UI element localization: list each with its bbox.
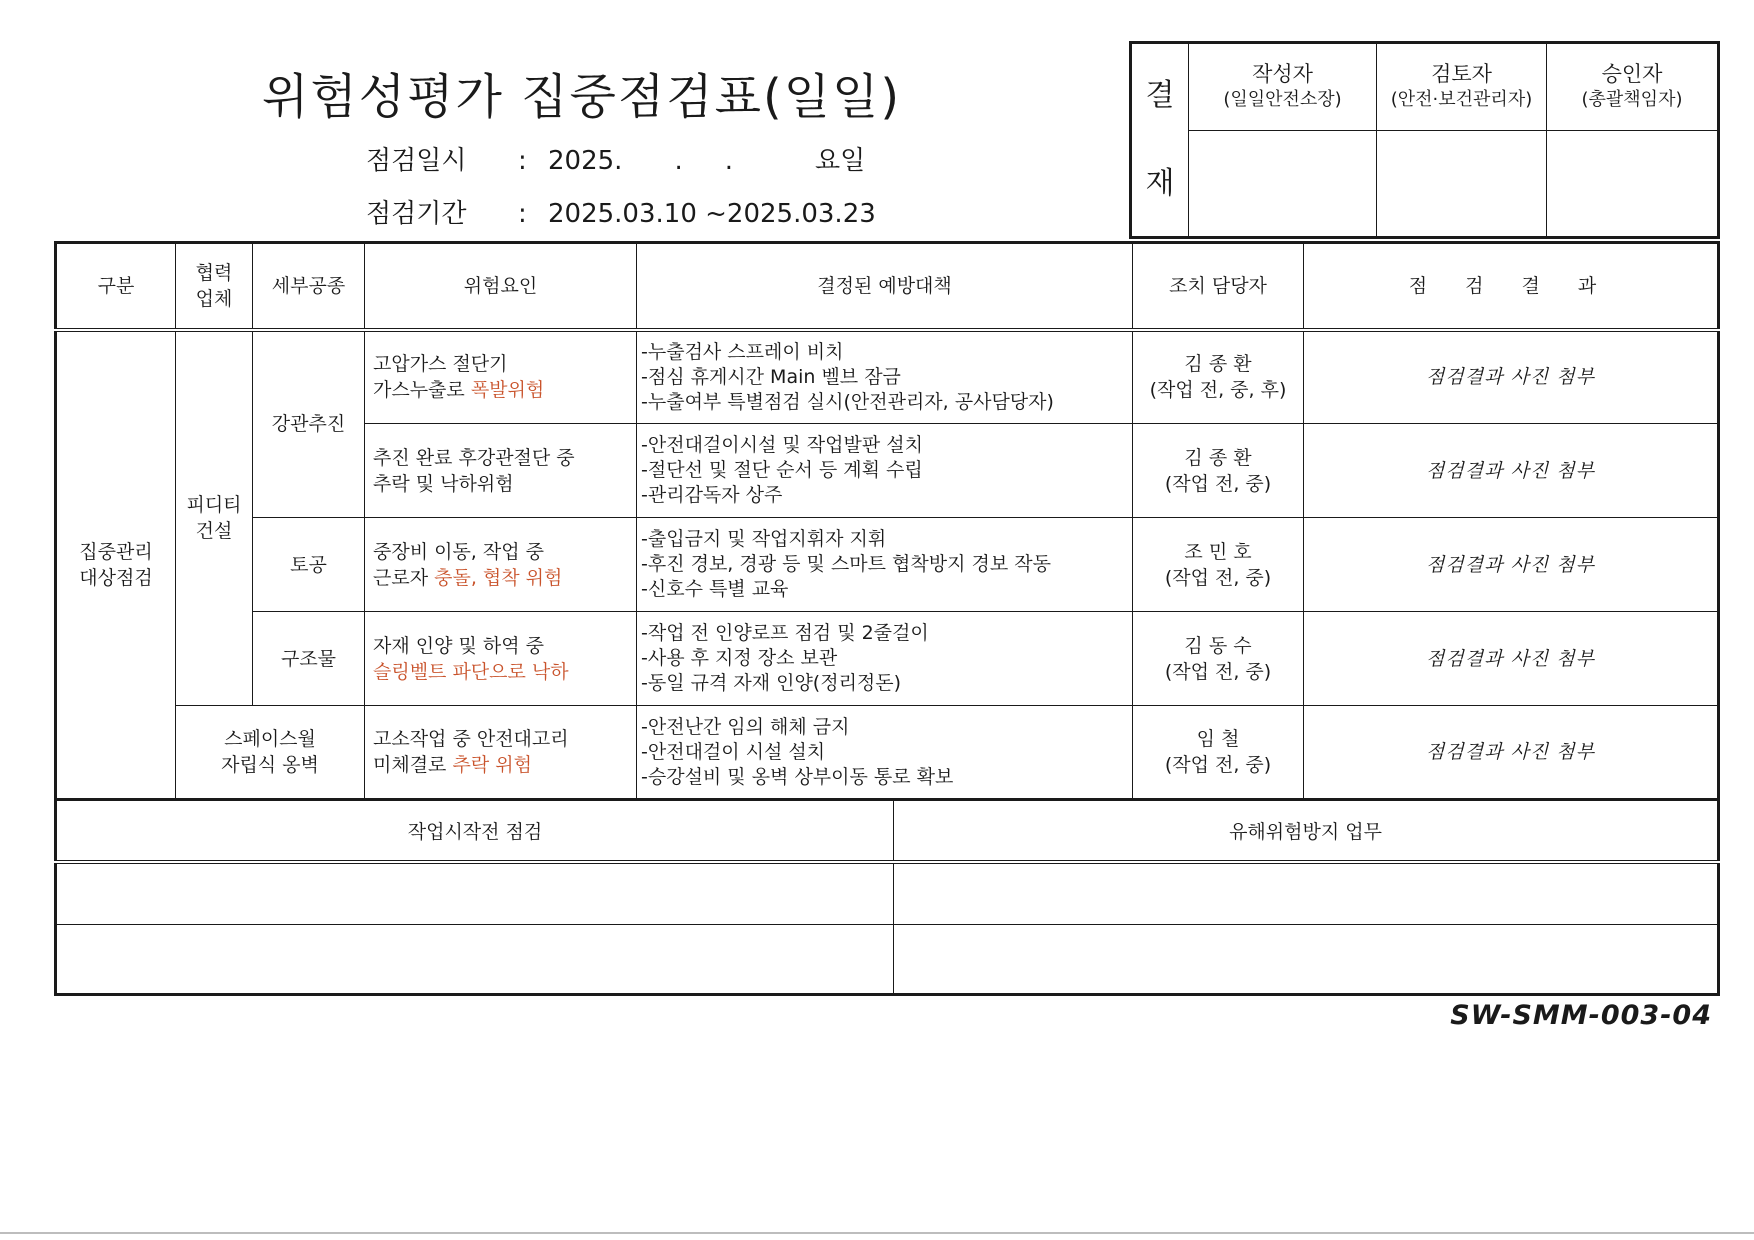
measure-item: -승강설비 및 옹벽 상부이동 통로 확보 bbox=[641, 765, 954, 788]
reviewer-sub: (안전·보건관리자) bbox=[1390, 89, 1533, 110]
manager-cell bbox=[1133, 330, 1304, 424]
scan-edge-line bbox=[0, 1232, 1754, 1234]
inspection-date-label: 점검일시 bbox=[366, 146, 467, 176]
risk-line2-plain: 미체결로 bbox=[373, 754, 453, 776]
measure-item: -동일 규격 자재 인양(정리정돈) bbox=[641, 672, 902, 694]
risk-line2 bbox=[373, 471, 636, 497]
partner-line2: 건설 bbox=[195, 520, 233, 543]
inspection-period-colon: : bbox=[518, 199, 527, 229]
risk-line2 bbox=[373, 377, 636, 403]
measure-item: -출입금지 및 작업지휘자 지휘 bbox=[641, 528, 887, 550]
writer-title: 작성자 bbox=[1252, 62, 1313, 86]
risk-line1: 추진 완료 후강관절단 중 bbox=[373, 446, 575, 469]
subtrade-cell: 구조물 bbox=[253, 612, 365, 706]
subtrade-cell: 강관추진 bbox=[253, 330, 365, 518]
partner-subtrade-line1: 스페이스월 bbox=[224, 728, 316, 750]
risk-line1: 중장비 이동, 작업 중 bbox=[373, 540, 544, 563]
page-title: 위험성평가 집중점검표(일일) bbox=[262, 69, 902, 125]
manager-name: 김 동 수 bbox=[1184, 634, 1252, 657]
risk-line2 bbox=[373, 659, 636, 685]
approval-role-approver bbox=[1547, 43, 1719, 131]
risk-cell bbox=[365, 706, 637, 800]
header-subtrade: 세부공종 bbox=[253, 243, 365, 330]
risk-line2-highlight: 충돌, 협착 위험 bbox=[434, 566, 563, 589]
table-row bbox=[56, 612, 1719, 706]
inspection-date-dot-1: . bbox=[674, 146, 683, 176]
reviewer-signature-cell[interactable] bbox=[1377, 131, 1547, 238]
measure-item: -안전난간 임의 해체 금지 bbox=[641, 715, 850, 738]
measure-item: -작업 전 인양로프 점검 및 2줄걸이 bbox=[641, 622, 929, 644]
risk-line2-plain: 가스누출로 bbox=[373, 379, 471, 402]
manager-cell bbox=[1133, 706, 1304, 800]
result-cell[interactable]: 점검결과 사진 첨부 bbox=[1304, 518, 1719, 612]
measure-item: -누출검사 스프레이 비치 bbox=[641, 340, 844, 363]
category-line1: 집중관리 bbox=[79, 540, 153, 563]
header-category: 구분 bbox=[56, 243, 176, 330]
risk-cell bbox=[365, 612, 637, 706]
approver-sub: (총괄책임자) bbox=[1581, 89, 1683, 110]
writer-signature-cell[interactable] bbox=[1189, 131, 1377, 238]
inspection-period-label: 점검기간 bbox=[366, 199, 467, 229]
manager-name: 조 민 호 bbox=[1184, 540, 1252, 563]
header-manager: 조치 담당자 bbox=[1133, 243, 1304, 330]
risk-line1: 고소작업 중 안전대고리 bbox=[373, 728, 569, 750]
measures-cell bbox=[637, 518, 1133, 612]
measures-cell bbox=[637, 424, 1133, 518]
risk-line2 bbox=[373, 565, 636, 591]
header-measures: 결정된 예방대책 bbox=[637, 243, 1133, 330]
measure-item: -관리감독자 상주 bbox=[641, 484, 783, 506]
measure-item: -신호수 특별 교육 bbox=[641, 578, 789, 600]
hazard-prevention-cell[interactable] bbox=[894, 925, 1719, 995]
risk-line2 bbox=[373, 752, 636, 778]
measure-item: -안전대걸이시설 및 작업발판 설치 bbox=[641, 434, 923, 456]
measure-item: -안전대걸이 시설 설치 bbox=[641, 740, 826, 763]
inspection-table bbox=[54, 241, 1720, 801]
partner-subtrade-cell bbox=[176, 706, 365, 800]
hazard-prevention-cell[interactable] bbox=[894, 862, 1719, 925]
category-cell bbox=[56, 330, 176, 800]
manager-note: (작업 전, 중, 후) bbox=[1149, 379, 1287, 402]
category-line2: 대상점검 bbox=[79, 566, 153, 589]
manager-note: (작업 전, 중) bbox=[1164, 660, 1272, 683]
measures-cell bbox=[637, 706, 1133, 800]
partner-line1: 피디티 bbox=[186, 494, 242, 517]
inspection-period-line bbox=[366, 193, 876, 230]
measures-cell bbox=[637, 330, 1133, 424]
inspection-period-value: 2025.03.10 ~2025.03.23 bbox=[548, 199, 876, 229]
risk-cell bbox=[365, 424, 637, 518]
approval-label-bottom: 재 bbox=[1145, 166, 1175, 201]
manager-name: 김 종 환 bbox=[1184, 353, 1252, 376]
approval-label bbox=[1131, 43, 1189, 238]
partner-subtrade-line2: 자립식 옹벽 bbox=[221, 754, 319, 776]
header-partner-line2: 업체 bbox=[195, 287, 233, 310]
inspection-date-year: 2025. bbox=[548, 146, 623, 176]
approval-role-reviewer bbox=[1377, 43, 1547, 131]
manager-name: 김 종 환 bbox=[1184, 446, 1252, 469]
risk-line2-highlight: 폭발위험 bbox=[470, 379, 545, 402]
risk-cell bbox=[365, 330, 637, 424]
writer-sub: (일일안전소장) bbox=[1223, 89, 1342, 110]
risk-line1: 자재 인양 및 하역 중 bbox=[373, 634, 544, 657]
manager-cell bbox=[1133, 424, 1304, 518]
inspection-date-weekday: 요일 bbox=[814, 146, 866, 176]
approval-role-writer bbox=[1189, 43, 1377, 131]
result-cell[interactable]: 점검결과 사진 첨부 bbox=[1304, 612, 1719, 706]
manager-cell bbox=[1133, 612, 1304, 706]
table-row bbox=[56, 706, 1719, 800]
header-partner-line1: 협력 bbox=[195, 261, 233, 284]
inspection-date-dot-2: . bbox=[724, 146, 733, 176]
risk-line2-highlight: 추락 위험 bbox=[452, 754, 532, 776]
measure-item: -후진 경보, 경광 등 및 스마트 협착방지 경보 작동 bbox=[641, 553, 1051, 575]
subtrade-cell: 토공 bbox=[253, 518, 365, 612]
risk-line2-highlight: 슬링벨트 파단으로 낙하 bbox=[373, 660, 569, 683]
bottom-table bbox=[54, 798, 1720, 996]
result-cell[interactable]: 점검결과 사진 첨부 bbox=[1304, 330, 1719, 424]
pre-work-inspection-cell[interactable] bbox=[56, 925, 894, 995]
result-cell[interactable]: 점검결과 사진 첨부 bbox=[1304, 706, 1719, 800]
reviewer-title: 검토자 bbox=[1431, 62, 1492, 86]
risk-cell bbox=[365, 518, 637, 612]
table-row bbox=[56, 330, 1719, 424]
approval-label-top: 결 bbox=[1145, 78, 1175, 113]
document-number: SW-SMM-003-04 bbox=[1450, 1000, 1712, 1031]
partner-cell bbox=[176, 330, 253, 706]
risk-line2-plain: 근로자 bbox=[373, 566, 435, 589]
approval-box bbox=[1129, 41, 1720, 239]
approver-title: 승인자 bbox=[1601, 62, 1663, 86]
header-risk: 위험요인 bbox=[365, 243, 637, 330]
manager-name: 임 철 bbox=[1196, 728, 1240, 750]
measures-cell bbox=[637, 612, 1133, 706]
pre-work-inspection-header: 작업시작전 점검 bbox=[56, 800, 894, 862]
measure-item: -누출여부 특별점검 실시(안전관리자, 공사담당자) bbox=[641, 390, 1054, 413]
measure-item: -점심 휴게시간 Main 벨브 잠금 bbox=[641, 365, 901, 388]
measure-item: -절단선 및 절단 순서 등 계획 수립 bbox=[641, 459, 923, 481]
manager-cell bbox=[1133, 518, 1304, 612]
risk-line2-plain: 추락 및 낙하위험 bbox=[373, 472, 514, 495]
pre-work-inspection-cell[interactable] bbox=[56, 862, 894, 925]
inspection-date-line bbox=[366, 140, 865, 177]
measure-item: -사용 후 지정 장소 보관 bbox=[641, 647, 838, 669]
hazard-prevention-header: 유해위험방지 업무 bbox=[894, 800, 1719, 862]
result-cell[interactable]: 점검결과 사진 첨부 bbox=[1304, 424, 1719, 518]
manager-note: (작업 전, 중) bbox=[1164, 566, 1272, 589]
table-row bbox=[56, 518, 1719, 612]
inspection-date-colon: : bbox=[518, 146, 527, 176]
header-partner bbox=[176, 243, 253, 330]
risk-line1: 고압가스 절단기 bbox=[373, 353, 508, 376]
header-result: 점 검 결 과 bbox=[1304, 243, 1719, 330]
approver-signature-cell[interactable] bbox=[1547, 131, 1719, 238]
manager-note: (작업 전, 중) bbox=[1164, 754, 1272, 776]
manager-note: (작업 전, 중) bbox=[1164, 472, 1272, 495]
